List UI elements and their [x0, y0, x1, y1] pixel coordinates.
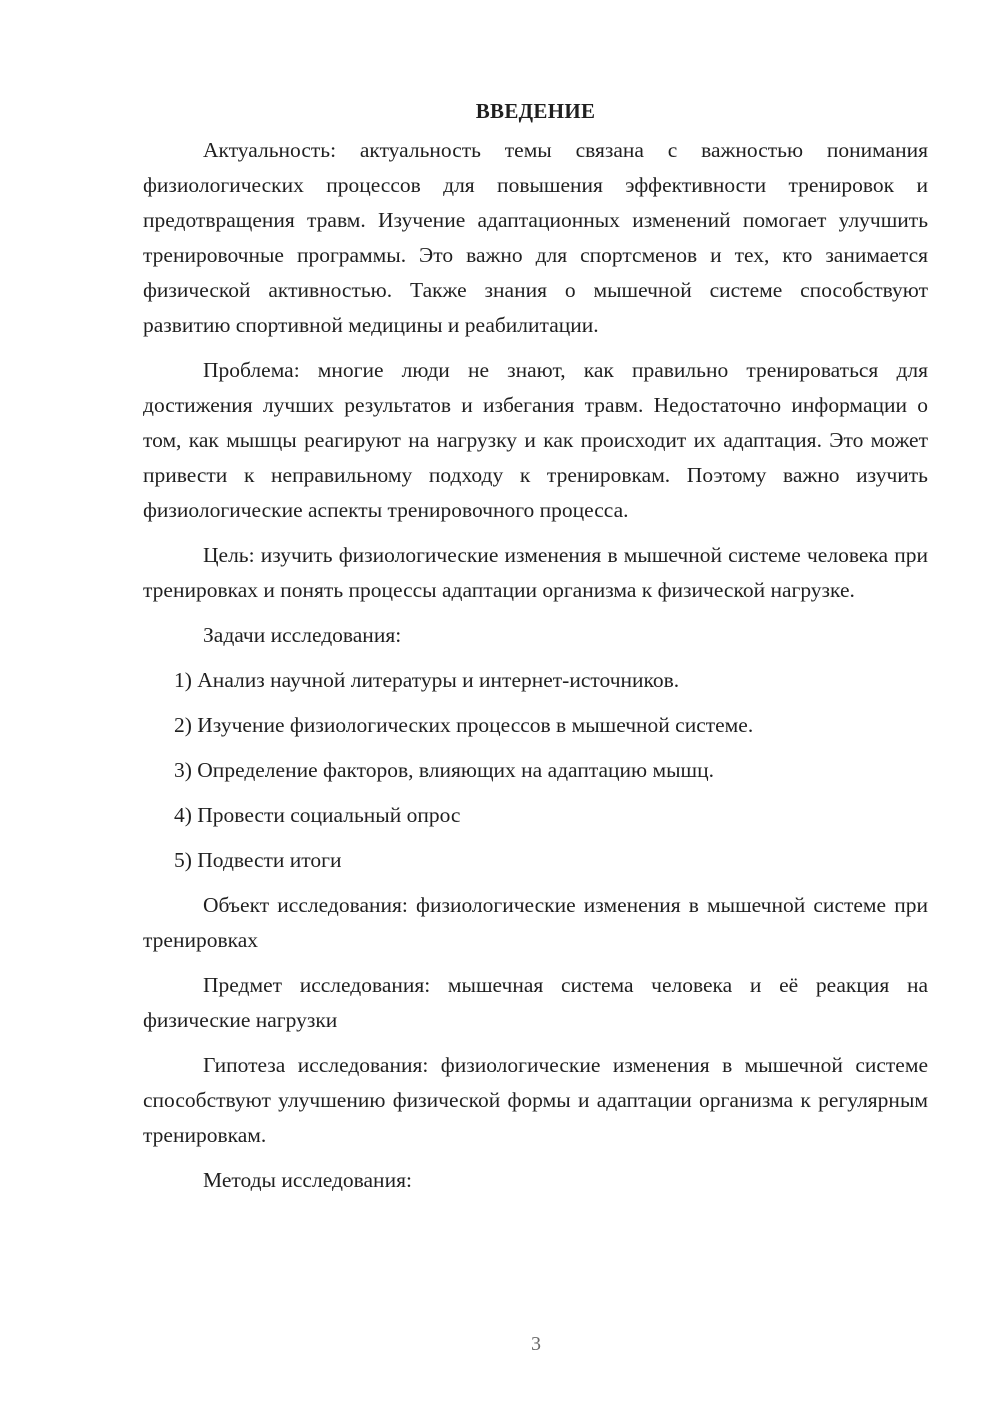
- relevance-paragraph: Актуальность: актуальность темы связана с важностью понимания физиологических процессов для повышения эффективности тренировок и предотвращения травм. Изучение адаптационных изменений помогает улучшить тренировочные программы. Это важно для спортсменов и тех, кто занимается физической активностью. Также знания о мышечной системе способствуют развитию спортивной медицины и реабилитации.: [143, 138, 928, 337]
- tasks-heading: Задачи исследования:: [203, 623, 402, 647]
- page-content: [143, 93, 928, 1208]
- task-item-2: 2) Изучение физиологических процессов в мышечной системе.: [174, 713, 754, 737]
- task-item-4: 4) Провести социальный опрос: [174, 803, 461, 827]
- problem-paragraph: Проблема: многие люди не знают, как правильно тренироваться для достижения лучших результатов и избегания травм. Недостаточно информации о том, как мышцы реагируют на нагрузку и как происходит их адаптация. Это может привести к неправильному подходу к тренировкам. Поэтому важно изучить физиологические аспекты тренировочного процесса.: [143, 358, 928, 522]
- page-title: ВВЕДЕНИЕ: [475, 99, 596, 123]
- task-item-3: 3) Определение факторов, влияющих на адаптацию мышц.: [174, 758, 714, 782]
- hypothesis-paragraph: Гипотеза исследования: физиологические изменения в мышечной системе способствуют улучшению физической формы и адаптации организма к регулярным тренировкам.: [143, 1053, 928, 1147]
- goal-paragraph: Цель: изучить физиологические изменения в мышечной системе человека при тренировках и понять процессы адаптации организма к физической нагрузке.: [143, 543, 928, 602]
- object-paragraph: Объект исследования: физиологические изменения в мышечной системе при тренировках: [143, 893, 928, 952]
- subject-paragraph: Предмет исследования: мышечная система человека и её реакция на физические нагрузки: [143, 973, 928, 1032]
- task-item-5: 5) Подвести итоги: [174, 848, 342, 872]
- page-number: 3: [531, 1333, 541, 1355]
- task-item-1: 1) Анализ научной литературы и интернет-источников.: [174, 668, 680, 692]
- methods-paragraph: Методы исследования:: [203, 1168, 412, 1192]
